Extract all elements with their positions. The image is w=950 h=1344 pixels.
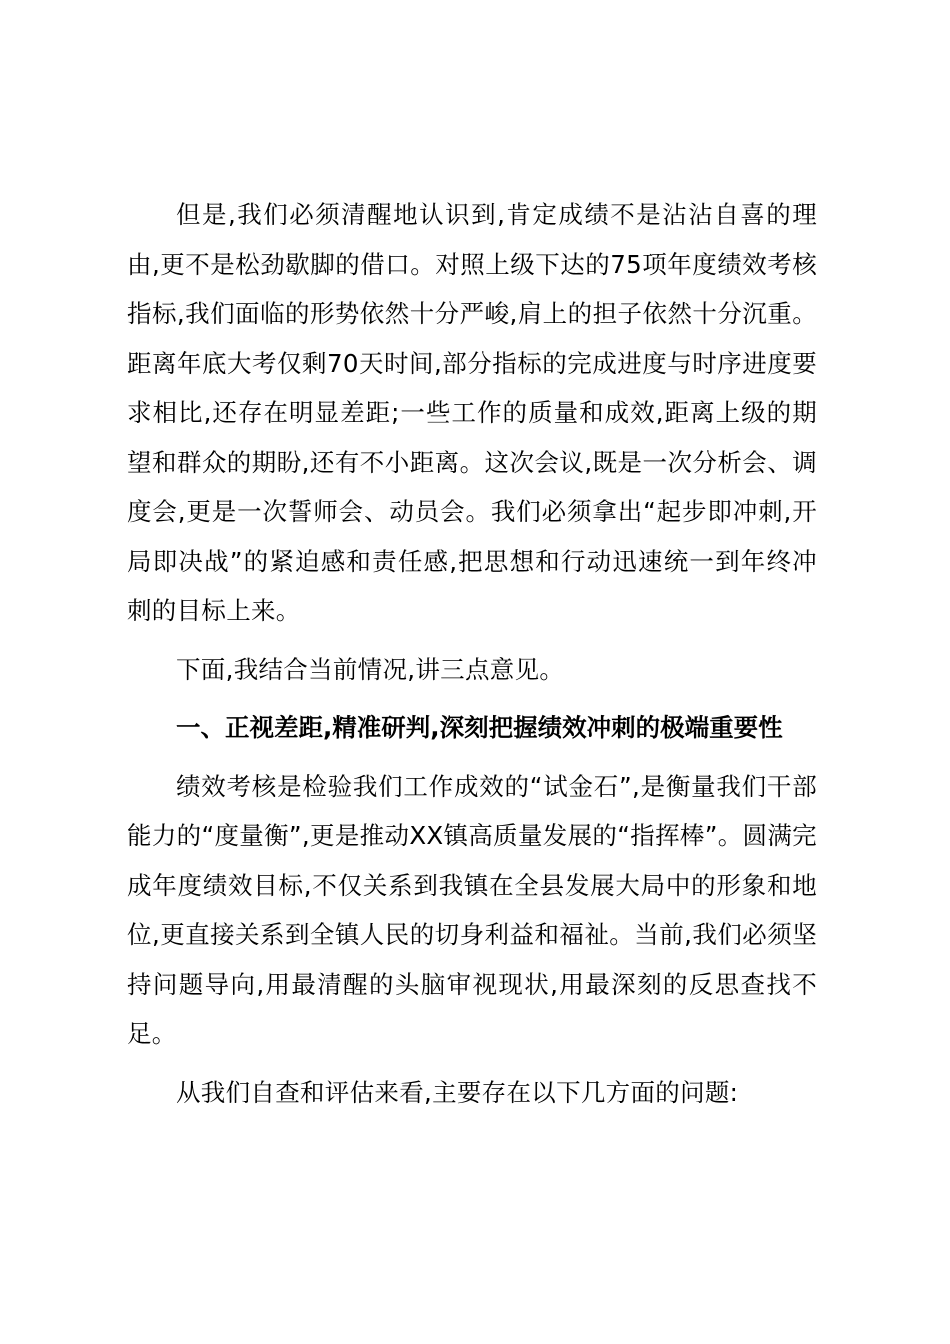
paragraph-performance: 绩效考核是检验我们工作成效的“试金石”,是衡量我们干部能力的“度量衡”,更是推动XX镇高质量发展的“指挥棒”。圆满完成年度绩效目标,不仅关系到我镇在全县发展大局中的形象和地位,更直接关系到全镇人民的切身利益和福祉。当前,我们必须坚持问题导向,用最清醒的头脑审视现状,用最深刻的反思查找不足。 (127, 771, 817, 1048)
paragraph-problems-lead: 从我们自查和评估来看,主要存在以下几方面的问题: (176, 1077, 739, 1107)
section-heading-1: 一、正视差距,精准研判,深刻把握绩效冲刺的极端重要性 (176, 713, 783, 742)
document-body (127, 190, 817, 1117)
paragraph-situation: 但是,我们必须清醒地认识到,肯定成绩不是沾沾自喜的理由,更不是松劲歇脚的借口。对照上级下达的75项年度绩效考核指标,我们面临的形势依然十分严峻,肩上的担子依然十分沉重。距离年底大考仅剩70天时间,部分指标的完成进度与时序进度要求相比,还存在明显差距;一些工作的质量和成效,距离上级的期望和群众的期盼,还有不小距离。这次会议,既是一次分析会、调度会,更是一次誓师会、动员会。我们必须拿出“起步即冲刺,开局即决战”的紧迫感和责任感,把思想和行动迅速统一到年终冲刺的目标上来。 (127, 200, 817, 625)
paragraph-intro: 下面,我结合当前情况,讲三点意见。 (176, 654, 565, 684)
